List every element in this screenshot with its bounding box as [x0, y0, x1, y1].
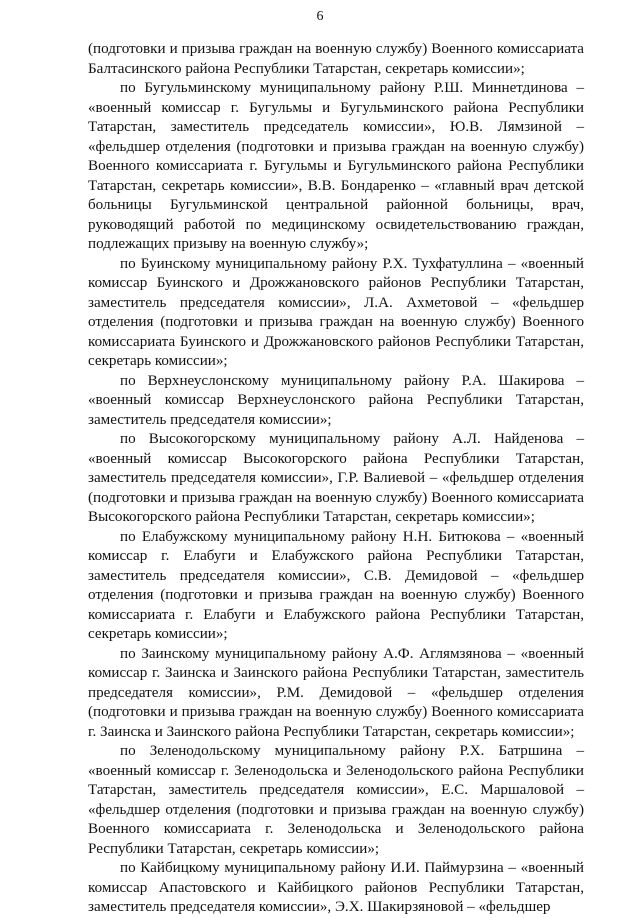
paragraph-kaybitsky: по Кайбицкому муниципальному району И.И. Паймурзина – «военный комиссар Апастовского и Кайбицкого районов Республики Татарстан, заместитель председателя комиссии», Э.Х. Шакирзяновой – «фельдшер	[88, 860, 584, 915]
paragraph-verkhneuslonsky: по Верхнеуслонскому муниципальному району Р.А. Шакирова – «военный комиссар Верхнеуслонского района Республики Татарстан, заместитель председателя комиссии»;	[88, 372, 584, 428]
paragraph-zelenodolsky: по Зеленодольскому муниципальному району Р.Х. Батршина – «военный комиссар г. Зеленодольска и Зеленодольского района Республики Татарстан, заместитель председателя комиссии», Е.С. Маршаловой – «фельдшер отделения (подготовки и призыва граждан на военную службу) Военного комиссариата г. Зеленодольска и Зеленодольского района Республики Татарстан, секретарь комиссии»;	[88, 743, 584, 857]
paragraph-baltasinsky-continuation: (подготовки и призыва граждан на военную службу) Военного комиссариата Балтасинского района Республики Татарстан, секретарь комиссии»;	[88, 41, 584, 77]
paragraph-vysokogorsky: по Высокогорскому муниципальному району А.Л. Найденова – «военный комиссар Высокогорского района Республики Татарстан, заместитель председателя комиссии», Г.Р. Валиевой – «фельдшер отделения (подготовки и призыва граждан на военную службу) Военного комиссариата Высокогорского района Республики Татарстан, секретарь комиссии»;	[88, 431, 584, 525]
paragraph-zainsky: по Заинскому муниципальному району А.Ф. Аглямзянова – «военный комиссар г. Заинска и Заинского района Республики Татарстан, заместитель председателя комиссии», Р.М. Демидовой – «фельдшер отделения (подготовки и призыва граждан на военную службу) Военного комиссариата г. Заинска и Заинского района Республики Татарстан, секретарь комиссии»;	[88, 645, 584, 740]
page-number: 6	[316, 9, 324, 24]
paragraph-buinsky: по Буинскому муниципальному району Р.Х. Тухфатуллина – «военный комиссар Буинского и Дрожжановского районов Республики Татарстан, заместитель председателя комиссии», Л.А. Ахметовой – «фельдшер отделения (подготовки и призыва граждан на военную службу) Военного комиссариата Буинского и Дрожжановского районов Республики Татарстан, секретарь комиссии»;	[88, 255, 584, 369]
paragraph-elabuzhsky: по Елабужскому муниципальному району Н.Н. Битюкова – «военный комиссар г. Елабуги и Елабужского района Республики Татарстан, заместитель председателя комиссии», С.В. Демидовой – «фельдшер отделения (подготовки и призыва граждан на военную службу) Военного комиссариата г. Елабуги и Елабужского района Республики Татарстан, секретарь комиссии»;	[88, 528, 584, 642]
paragraph-bugulminsky: по Бугульминскому муниципальному району Р.Ш. Миннетдинова – «военный комиссар г. Бугульмы и Бугульминского района Республики Татарстан, заместитель председатель комиссии», Ю.В. Лямзиной – «фельдшер отделения (подготовки и призыва граждан на военную службу) Военного комиссариата г. Бугульмы и Бугульминского района Республики Татарстан, секретарь комиссии», В.В. Бондаренко – «главный врач детской больницы Бугульминской центральной районной больницы, врач, руководящий работой по медицинскому освидетельствованию граждан, подлежащих призыву на военную службу»;	[88, 80, 584, 252]
document-body	[88, 40, 584, 918]
